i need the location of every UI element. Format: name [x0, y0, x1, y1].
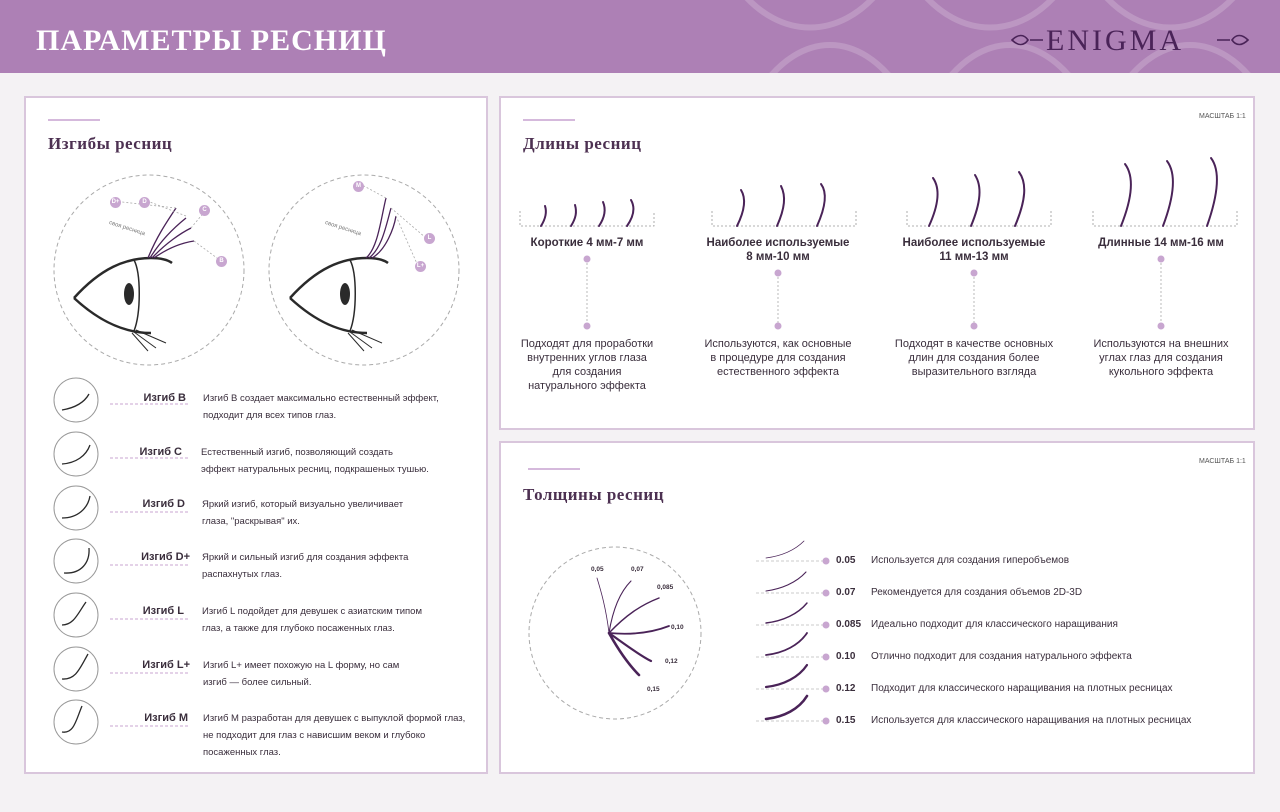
thickness-panel [499, 441, 1255, 774]
length-title-8-10: Наиболее используемые 8 мм-10 мм [706, 237, 850, 263]
thickness-title: Толщины ресниц [523, 485, 664, 504]
badge-c: C [199, 205, 210, 216]
length-title-long: Длинные 14 мм-16 мм [1098, 237, 1224, 249]
brand-flourish-right-icon [1216, 32, 1250, 48]
curl-desc-d-plus: Яркий и сильный изгиб для создания эффекта распахнутых глаз. [202, 552, 409, 580]
thickness-value-010: 0.10 [836, 651, 856, 662]
brand-flourish-left-icon [1010, 32, 1044, 48]
curl-icons [54, 378, 98, 744]
thickness-desc-015: Используется для классического наращивания на плотных ресницах [871, 715, 1192, 726]
length-desc-8-10: Используются, как основные в процедуре для создания естественного эффекта [704, 338, 852, 378]
thickness-illustration [501, 443, 1257, 776]
thickness-desc-012: Подходит для классического наращивания на плотных ресницах [871, 683, 1173, 694]
badge-b: B [216, 256, 227, 267]
thickness-value-007: 0.07 [836, 587, 856, 598]
lengths-title: Длины ресниц [523, 134, 642, 153]
lash-fan-icon [597, 578, 669, 675]
curl-name-b: Изгиб B [143, 392, 186, 404]
fan-label-0085: 0,085 [657, 584, 674, 591]
badge-d-plus: D+ [110, 197, 121, 208]
badge-m: M [353, 181, 364, 192]
eye-1-icon [74, 258, 172, 351]
badge-d: D [139, 197, 150, 208]
length-desc-short: Подходят для проработки внутренних углов глаза для создания натурального эффекта [520, 338, 654, 392]
thickness-desc-0085: Идеально подходит для классического наращивания [871, 619, 1118, 630]
thickness-value-015: 0.15 [836, 715, 856, 726]
curl-name-l: Изгиб L [142, 605, 184, 617]
thickness-desc-010: Отлично подходит для создания натурального эффекта [871, 651, 1132, 662]
thickness-desc-005: Используется для создания гиперобъемов [871, 555, 1070, 566]
thickness-value-0085: 0.085 [836, 619, 862, 630]
curl-desc-m: Изгиб M разработан для девушек с выпуклой формой глаз, не подходит для глаз с нависшим веком и глубоко посаженных глаз. [203, 713, 466, 758]
eye-2-label: своя ресница [324, 220, 362, 238]
length-title-short: Короткие 4 мм-7 мм [530, 237, 644, 249]
lengths-scale: МАСШТАБ 1:1 [1199, 113, 1246, 120]
curl-desc-b: Изгиб B создает максимально естественный эффект, подходит для всех типов глаз. [203, 393, 439, 421]
fan-label-010: 0,10 [671, 624, 684, 631]
eye-2-lashes-icon [366, 198, 396, 258]
thickness-desc-007: Рекомендуется для создания объемов 2D-3D [871, 587, 1083, 598]
length-title-11-13: Наиболее используемые 11 мм-13 мм [902, 237, 1046, 263]
thickness-value-012: 0.12 [836, 683, 856, 694]
page-title: ПАРАМЕТРЫ РЕСНИЦ [36, 24, 387, 57]
fan-label-005: 0,05 [591, 566, 604, 573]
eye-1-label: своя ресница [108, 220, 146, 238]
curl-name-c: Изгиб C [139, 446, 182, 458]
eye-2-icon [290, 258, 388, 351]
brand-logo [1010, 24, 1250, 64]
eye-circle-2 [269, 175, 459, 365]
lengths-panel [499, 96, 1255, 430]
fan-label-012: 0,12 [665, 658, 678, 665]
length-desc-11-13: Подходят в качестве основных длин для создания более выразительного взгляда [894, 338, 1054, 378]
eye-1-lashes-icon [148, 208, 194, 258]
curls-panel [24, 96, 488, 774]
curl-desc-c: Естественный изгиб, позволяющий создать эффект натуральных ресниц, подкрашеных тушью. [201, 447, 429, 475]
curl-name-d: Изгиб D [142, 498, 185, 510]
fan-label-007: 0,07 [631, 566, 644, 573]
thickness-scale: МАСШТАБ 1:1 [1199, 458, 1246, 465]
curl-name-l-plus: Изгиб L+ [142, 659, 190, 671]
curl-name-d-plus: Изгиб D+ [141, 551, 190, 563]
curl-desc-d: Яркий изгиб, который визуально увеличивает глаза, "раскрывая" их. [202, 499, 404, 527]
curls-title: Изгибы ресниц [48, 134, 173, 153]
badge-l: L [424, 233, 435, 244]
thickness-value-005: 0.05 [836, 555, 856, 566]
curl-desc-l: Изгиб L подойдет для девушек с азиатским типом глаз, а также для глубоко посаженных глаз. [202, 606, 422, 634]
curl-name-m: Изгиб M [144, 712, 188, 724]
length-desc-long: Используются на внешних углах глаз для создания кукольного эффекта [1093, 338, 1229, 378]
brand-name: ENIGMA [1046, 24, 1184, 57]
fan-label-015: 0,15 [647, 686, 660, 693]
curl-desc-l-plus: Изгиб L+ имеет похожую на L форму, но сам изгиб — более сильный. [203, 660, 400, 688]
badge-l-plus: L+ [415, 261, 426, 272]
